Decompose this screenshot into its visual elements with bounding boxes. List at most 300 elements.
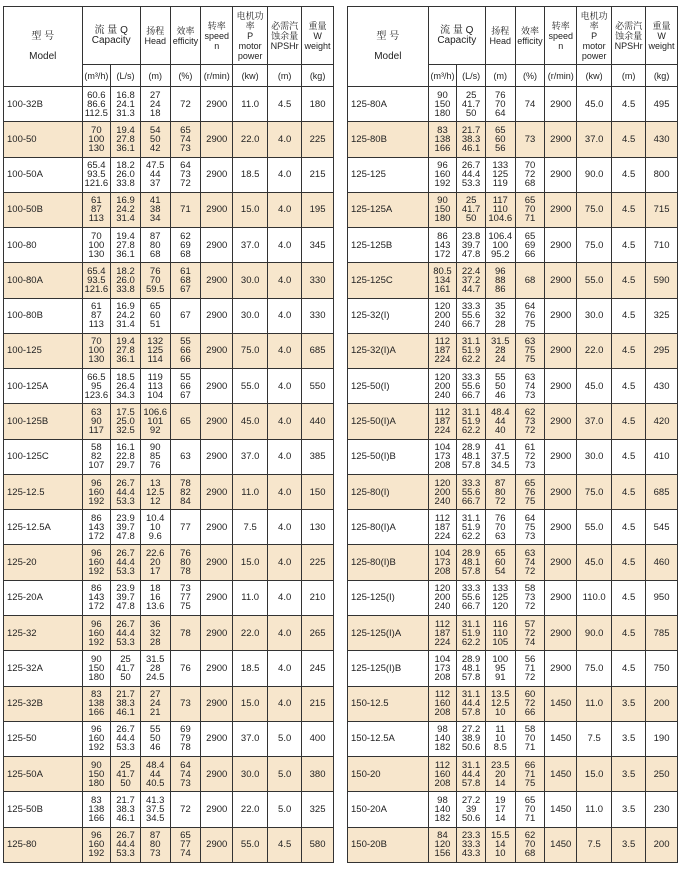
cell-value: 39 (465, 803, 477, 815)
cell-value: 65.4 (87, 160, 106, 172)
header-speed (201, 7, 233, 65)
multi-value-cell (140, 228, 170, 263)
power-cell: 45.0 (577, 369, 612, 404)
cell-value: 104 (147, 389, 164, 401)
cell-value: 143 (88, 521, 105, 533)
multi-value-cell (457, 404, 486, 439)
multi-value-cell (111, 228, 141, 263)
cell-value: 16.9 (116, 301, 135, 313)
right-spec-table-panel (347, 6, 678, 863)
cell-value: 44 (149, 169, 161, 181)
cell-value: 75 (524, 777, 536, 789)
cell-value: 180 (88, 777, 105, 789)
cell-value: 55 (180, 336, 191, 348)
cell-value: 160 (434, 768, 451, 780)
cell-value: 28 (494, 345, 506, 357)
npsh-cell: 4.0 (268, 333, 302, 368)
multi-value-cell (457, 192, 486, 227)
cell-value: 47.5 (145, 160, 165, 172)
cell-value: 44.4 (116, 486, 135, 498)
cell-value: 70 (524, 733, 536, 745)
multi-value-cell (457, 792, 486, 827)
cell-value: 138 (88, 803, 105, 815)
cell-value: 65.4 (87, 265, 106, 277)
cell-value: 96 (91, 618, 102, 630)
power-cell: 22.0 (233, 792, 268, 827)
model-cell: 125-12.5A (4, 510, 83, 545)
header-power-sym: P (247, 30, 254, 41)
cell-value: 92 (149, 425, 161, 437)
header-weight-unit: (kg) (302, 65, 334, 87)
power-cell: 18.5 (233, 651, 268, 686)
model-cell: 125-80 (4, 827, 83, 862)
power-cell: 37.0 (233, 228, 268, 263)
cell-value: 90 (91, 416, 102, 428)
table-row (4, 827, 334, 862)
multi-value-cell (457, 686, 486, 721)
cell-value: 28.9 (461, 653, 481, 665)
cell-value: 87 (494, 477, 506, 489)
cell-value: 76 (524, 486, 536, 498)
cell-value: 26.7 (116, 548, 135, 560)
cell-value: 57.8 (461, 777, 481, 789)
cell-value: 112 (434, 407, 451, 419)
cell-value: 18 (149, 583, 161, 595)
cell-value: 65 (180, 124, 191, 136)
model-cell: 125-80(I)A (348, 510, 429, 545)
multi-value-cell (111, 757, 141, 792)
cell-value: 192 (88, 848, 105, 860)
npsh-cell: 4.5 (612, 333, 646, 368)
table-row (4, 615, 334, 650)
weight-cell: 200 (646, 686, 678, 721)
weight-cell: 190 (646, 721, 678, 756)
cell-value: 74 (180, 848, 191, 860)
table-row (348, 721, 678, 756)
model-cell: 125-125A (348, 192, 429, 227)
cell-value: 31.5 (145, 653, 165, 665)
cell-value: 53.3 (116, 848, 135, 860)
multi-value-cell (170, 827, 201, 862)
multi-value-cell (515, 192, 545, 227)
speed-cell: 2900 (201, 87, 233, 122)
cell-value: 36.1 (116, 248, 135, 260)
multi-value-cell (428, 122, 457, 157)
multi-value-cell (515, 228, 545, 263)
cell-value: 65 (524, 195, 536, 207)
cell-value: 96 (494, 265, 506, 277)
multi-value-cell (82, 827, 111, 862)
cell-value: 13.6 (145, 601, 165, 613)
cell-value: 100 (492, 239, 509, 251)
cell-value: 86 (91, 512, 102, 524)
cell-value: 156 (434, 848, 451, 860)
cell-value: 55.6 (461, 486, 481, 498)
cell-value: 192 (88, 742, 105, 754)
power-cell: 37.0 (577, 122, 612, 157)
power-cell: 11.0 (233, 580, 268, 615)
header-npsh-unit: (m) (268, 65, 302, 87)
multi-value-cell (485, 192, 515, 227)
cell-value: 41.7 (116, 768, 135, 780)
cell-value: 57.8 (461, 460, 481, 472)
npsh-cell: 3.5 (612, 827, 646, 862)
multi-value-cell (82, 439, 111, 474)
multi-value-cell (82, 122, 111, 157)
cell-value: 25 (465, 89, 477, 101)
cell-value: 200 (434, 310, 451, 322)
cell-value: 60 (494, 133, 506, 145)
cell-value: 77 (180, 839, 191, 851)
multi-value-cell (457, 510, 486, 545)
multi-value-cell (140, 263, 170, 298)
power-cell: 11.0 (577, 686, 612, 721)
cell-value: 96 (437, 160, 448, 172)
npsh-cell: 5.0 (268, 721, 302, 756)
cell-value: 65 (149, 301, 161, 313)
cell-value: 140 (434, 803, 451, 815)
power-cell: 75.0 (577, 192, 612, 227)
cell-value: 32 (149, 627, 161, 639)
cell-value: 98 (437, 794, 448, 806)
cell-value: 28.9 (461, 442, 481, 454)
cell-value: 20 (149, 557, 161, 569)
multi-value-cell (515, 510, 545, 545)
power-cell: 45.0 (233, 404, 268, 439)
model-cell: 100-125C (4, 439, 83, 474)
power-cell: 90.0 (577, 157, 612, 192)
cell-value: 87 (149, 230, 161, 242)
cell-value: 72 (524, 627, 536, 639)
cell-value: 64 (524, 512, 536, 524)
weight-cell: 210 (302, 580, 334, 615)
weight-cell: 685 (646, 474, 678, 509)
cell-value: 110 (492, 204, 508, 216)
cell-value: 110 (492, 627, 508, 639)
multi-value-cell (457, 157, 486, 192)
cell-value: 9.6 (148, 530, 162, 542)
cell-value: 18.2 (116, 160, 135, 172)
model-cell: 100-80B (4, 298, 83, 333)
header-power-en: motor power (237, 40, 263, 61)
cell-value: 26.0 (116, 169, 135, 181)
cell-value: 68 (524, 848, 536, 860)
cell-value: 50 (465, 213, 477, 225)
model-cell: 125-20A (4, 580, 83, 615)
cell-value: 31.1 (461, 407, 481, 419)
cell-value: 73 (524, 460, 536, 472)
header-power-cn: 电机功率 (236, 10, 264, 31)
speed-cell: 2900 (545, 263, 577, 298)
cell-value: 105 (492, 636, 509, 648)
cell-value: 66 (180, 345, 191, 357)
multi-value-cell (515, 651, 545, 686)
table-row (348, 404, 678, 439)
cell-value: 75 (180, 601, 191, 613)
efficiency-cell: 72 (170, 87, 201, 122)
multi-value-cell (140, 439, 170, 474)
table-row (4, 757, 334, 792)
table-row (348, 369, 678, 404)
cell-value: 19.4 (116, 336, 135, 348)
header-model-en: Model (374, 50, 402, 62)
npsh-cell: 3.5 (612, 686, 646, 721)
npsh-cell: 4.0 (268, 580, 302, 615)
cell-value: 90 (149, 442, 161, 454)
cell-value: 88 (494, 274, 506, 286)
cell-value: 65 (524, 230, 536, 242)
power-cell: 30.0 (233, 298, 268, 333)
weight-cell: 380 (302, 757, 334, 792)
header-head (140, 7, 170, 65)
multi-value-cell (428, 87, 457, 122)
cell-value: 23.5 (491, 759, 510, 771)
cell-value: 23.3 (461, 830, 481, 842)
cell-value: 17 (149, 566, 161, 578)
cell-value: 64 (180, 759, 191, 771)
model-cell: 100-50A (4, 157, 83, 192)
cell-value: 26.7 (116, 477, 135, 489)
multi-value-cell (140, 333, 170, 368)
cell-value: 50 (120, 777, 131, 789)
cell-value: 76 (149, 460, 161, 472)
cell-value: 68 (149, 248, 161, 260)
multi-value-cell (457, 757, 486, 792)
cell-value: 104.6 (488, 213, 513, 225)
speed-cell: 2900 (201, 122, 233, 157)
table-row (348, 298, 678, 333)
power-cell: 7.5 (233, 510, 268, 545)
multi-value-cell (170, 369, 201, 404)
cell-value: 48.4 (491, 407, 510, 419)
multi-value-cell (170, 228, 201, 263)
multi-value-cell (515, 580, 545, 615)
header-power-en: motor power (581, 40, 607, 61)
cell-value: 15.5 (491, 830, 510, 842)
npsh-cell: 4.0 (268, 651, 302, 686)
speed-cell: 2900 (545, 192, 577, 227)
table-row (348, 228, 678, 263)
cell-value: 73 (180, 142, 191, 154)
cell-value: 57.8 (461, 566, 481, 578)
cell-value: 40 (494, 425, 506, 437)
cell-value: 173 (434, 662, 451, 674)
weight-cell: 225 (302, 122, 334, 157)
cell-value: 63 (524, 371, 536, 383)
cell-value: 25.0 (116, 416, 135, 428)
efficiency-cell: 67 (170, 298, 201, 333)
multi-value-cell (485, 298, 515, 333)
multi-value-cell (140, 87, 170, 122)
multi-value-cell (485, 157, 515, 192)
power-cell: 18.5 (233, 157, 268, 192)
cell-value: 100 (88, 133, 105, 145)
header-speed-sym: n (214, 40, 220, 51)
cell-value: 72 (524, 566, 536, 578)
cell-value: 37.5 (145, 803, 165, 815)
cell-value: 64 (180, 160, 191, 172)
header-weight-sym: W (657, 30, 666, 41)
cell-value: 70 (91, 124, 102, 136)
model-cell: 100-50B (4, 192, 83, 227)
model-cell: 125-32 (4, 615, 83, 650)
header-model-cn: 型 号 (31, 30, 55, 42)
cell-value: 69 (180, 239, 191, 251)
weight-cell: 265 (302, 615, 334, 650)
speed-cell: 2900 (545, 157, 577, 192)
cell-value: 24 (494, 354, 506, 366)
multi-value-cell (111, 157, 141, 192)
cell-value: 38 (149, 204, 161, 216)
weight-cell: 180 (302, 87, 334, 122)
header-row (348, 7, 678, 65)
table-row (4, 510, 334, 545)
header-weight-cn: 重量 (308, 20, 327, 31)
cell-value: 120 (434, 477, 451, 489)
right-spec-table (347, 6, 678, 863)
cell-value: 79 (180, 733, 191, 745)
multi-value-cell (82, 333, 111, 368)
cell-value: 208 (434, 707, 451, 719)
header-npsh-cn: 必需汽蚀余量 (615, 20, 643, 41)
multi-value-cell (82, 298, 111, 333)
multi-value-cell (140, 792, 170, 827)
cell-value: 78 (180, 742, 191, 754)
multi-value-cell (428, 439, 457, 474)
header-speed-sym: n (558, 40, 564, 51)
cell-value: 60.6 (87, 89, 106, 101)
power-cell: 30.0 (233, 263, 268, 298)
cell-value: 106.4 (488, 230, 513, 242)
npsh-cell: 3.5 (612, 792, 646, 827)
cell-value: 55 (149, 724, 161, 736)
power-cell: 55.0 (233, 369, 268, 404)
cell-value: 66.7 (461, 601, 481, 613)
cell-value: 31.3 (116, 107, 135, 119)
table-row (348, 439, 678, 474)
cell-value: 13.5 (491, 689, 510, 701)
table-header (348, 7, 678, 87)
power-cell: 11.0 (577, 792, 612, 827)
multi-value-cell (428, 510, 457, 545)
cell-value: 50 (494, 380, 506, 392)
cell-value: 172 (434, 248, 451, 260)
cell-value: 38.3 (116, 803, 135, 815)
cell-value: 62 (524, 407, 536, 419)
cell-value: 62.2 (461, 636, 481, 648)
multi-value-cell (515, 333, 545, 368)
cell-value: 26.7 (116, 830, 135, 842)
cell-value: 24 (149, 98, 161, 110)
multi-value-cell (485, 474, 515, 509)
cell-value: 130 (88, 248, 105, 260)
power-cell: 30.0 (577, 439, 612, 474)
weight-cell: 385 (302, 439, 334, 474)
cell-value: 27.8 (116, 239, 135, 251)
cell-value: 91 (494, 671, 506, 683)
npsh-cell: 4.5 (612, 87, 646, 122)
multi-value-cell (170, 580, 201, 615)
cell-value: 73 (524, 416, 536, 428)
speed-cell: 2900 (201, 545, 233, 580)
cell-value: 67 (180, 283, 191, 295)
cell-value: 70 (524, 839, 536, 851)
cell-value: 112 (434, 618, 451, 630)
weight-cell: 150 (302, 474, 334, 509)
model-cell: 125-32A (4, 651, 83, 686)
cell-value: 24.2 (116, 204, 135, 216)
cell-value: 28.9 (461, 548, 481, 560)
power-cell: 37.0 (233, 439, 268, 474)
cell-value: 75 (524, 319, 536, 331)
multi-value-cell (111, 333, 141, 368)
cell-value: 24.1 (116, 98, 135, 110)
left-spec-table (3, 6, 334, 863)
multi-value-cell (515, 545, 545, 580)
power-cell: 30.0 (233, 757, 268, 792)
cell-value: 46 (149, 742, 161, 754)
multi-value-cell (111, 792, 141, 827)
cell-value: 13 (149, 477, 161, 489)
weight-cell: 225 (302, 545, 334, 580)
power-cell: 15.0 (577, 757, 612, 792)
cell-value: 50 (149, 733, 161, 745)
table-row (4, 686, 334, 721)
header-npsh (612, 7, 646, 65)
npsh-cell: 4.0 (268, 439, 302, 474)
table-row (348, 827, 678, 862)
cell-value: 112 (434, 336, 451, 348)
cell-value: 38.3 (461, 133, 481, 145)
cell-value: 51.9 (461, 416, 481, 428)
weight-cell: 195 (302, 192, 334, 227)
cell-value: 25 (120, 759, 131, 771)
cell-value: 67 (180, 389, 191, 401)
cell-value: 120 (434, 839, 451, 851)
multi-value-cell (111, 369, 141, 404)
cell-value: 27 (149, 89, 161, 101)
model-cell: 125-50A (4, 757, 83, 792)
cell-value: 51 (149, 319, 161, 331)
header-eff-unit: (%) (170, 65, 201, 87)
cell-value: 22.6 (145, 548, 165, 560)
cell-value: 133 (492, 583, 509, 595)
cell-value: 87 (91, 310, 102, 322)
cell-value: 62 (524, 830, 536, 842)
cell-value: 138 (88, 698, 105, 710)
weight-cell: 420 (646, 404, 678, 439)
cell-value: 41.7 (116, 662, 135, 674)
cell-value: 66 (524, 707, 536, 719)
power-cell: 75.0 (577, 228, 612, 263)
multi-value-cell (140, 580, 170, 615)
cell-value: 80.5 (433, 265, 452, 277)
weight-cell: 580 (302, 827, 334, 862)
power-cell: 90.0 (577, 615, 612, 650)
cell-value: 27 (149, 689, 161, 701)
cell-value: 28 (149, 636, 161, 648)
header-model (4, 7, 83, 87)
cell-value: 182 (434, 812, 451, 824)
cell-value: 47.8 (116, 601, 135, 613)
speed-cell: 2900 (545, 651, 577, 686)
weight-cell: 400 (302, 721, 334, 756)
multi-value-cell (140, 369, 170, 404)
cell-value: 143 (88, 592, 105, 604)
cell-value: 62.2 (461, 425, 481, 437)
multi-value-cell (140, 404, 170, 439)
header-weight-unit: (kg) (646, 65, 678, 87)
